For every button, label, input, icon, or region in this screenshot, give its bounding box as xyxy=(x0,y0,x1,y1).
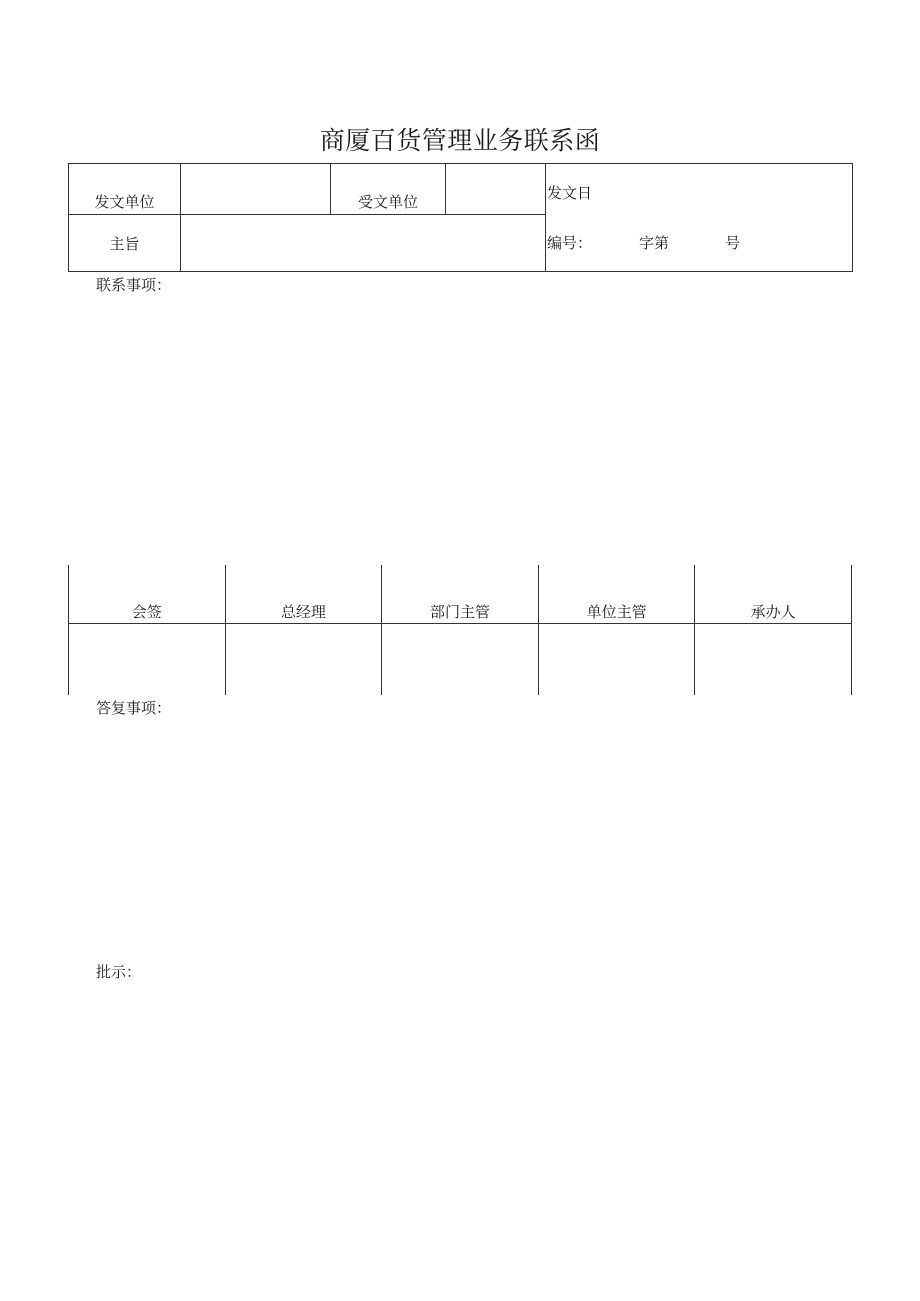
subject-value-field[interactable] xyxy=(181,215,546,272)
receiver-label: 受文单位 xyxy=(331,164,446,215)
contact-items-label: 联系事项： xyxy=(96,276,172,294)
instructions-label: 批示： xyxy=(96,963,142,981)
signoff-cell-department-head[interactable] xyxy=(382,624,539,696)
date-cell[interactable] xyxy=(546,164,853,215)
signoff-cell-countersign[interactable] xyxy=(69,624,226,696)
signoff-cell-general-manager[interactable] xyxy=(225,624,382,696)
number-cell[interactable] xyxy=(546,215,853,272)
signoff-header-handler: 承办人 xyxy=(695,565,852,624)
signoff-header-department-head: 部门主管 xyxy=(382,565,539,624)
signoff-cell-handler[interactable] xyxy=(695,624,852,696)
date-label: 发文日 xyxy=(547,184,593,202)
number-suffix-text: 号 xyxy=(725,234,741,253)
number-label: 编号： xyxy=(547,234,593,253)
subject-label: 主旨 xyxy=(69,215,181,272)
sender-label: 发文单位 xyxy=(69,164,181,215)
signoff-header-countersign: 会签 xyxy=(69,565,226,624)
sender-value-field[interactable] xyxy=(181,164,331,215)
signoff-cell-unit-head[interactable] xyxy=(538,624,695,696)
header-table xyxy=(68,163,853,272)
signoff-header-unit-head: 单位主管 xyxy=(538,565,695,624)
signoff-header-general-manager: 总经理 xyxy=(225,565,382,624)
signoff-table xyxy=(68,565,852,695)
reply-items-label: 答复事项： xyxy=(96,699,172,717)
number-mid-text: 字第 xyxy=(639,234,670,253)
receiver-value-field[interactable] xyxy=(446,164,546,215)
document-title: 商厦百货管理业务联系函 xyxy=(319,126,601,155)
